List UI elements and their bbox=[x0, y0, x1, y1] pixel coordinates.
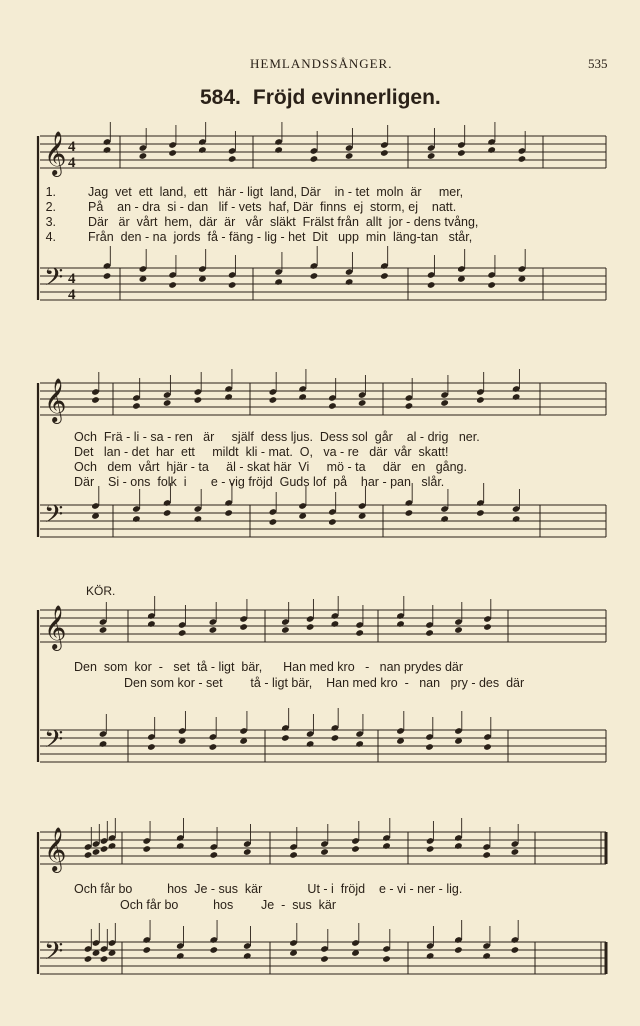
notehead bbox=[194, 396, 203, 404]
notehead bbox=[320, 955, 329, 963]
notehead bbox=[396, 620, 405, 628]
notehead bbox=[306, 623, 315, 631]
notehead bbox=[426, 845, 435, 853]
time-signature-numerator: 4 bbox=[68, 139, 76, 155]
notehead bbox=[306, 740, 315, 748]
notehead bbox=[405, 402, 414, 410]
notehead bbox=[84, 851, 93, 859]
treble-clef-icon: 𝄞 bbox=[44, 605, 67, 649]
notehead bbox=[99, 626, 108, 634]
notehead bbox=[328, 518, 337, 526]
notehead bbox=[198, 146, 207, 154]
notehead bbox=[209, 851, 218, 859]
notehead bbox=[142, 946, 151, 954]
notehead bbox=[228, 281, 237, 289]
notehead bbox=[132, 402, 141, 410]
notehead bbox=[512, 515, 521, 523]
notehead bbox=[139, 152, 148, 160]
notehead bbox=[298, 393, 307, 401]
notehead bbox=[476, 396, 485, 404]
bass-clef-icon: 𝄢 bbox=[44, 937, 64, 972]
notehead bbox=[274, 146, 283, 154]
notehead bbox=[331, 734, 340, 742]
notehead bbox=[243, 952, 252, 960]
notehead bbox=[511, 848, 520, 856]
notehead bbox=[483, 743, 492, 751]
notehead bbox=[281, 734, 290, 742]
notehead bbox=[427, 152, 436, 160]
bass-clef-icon: 𝄢 bbox=[44, 725, 64, 760]
notehead bbox=[310, 272, 319, 280]
notehead bbox=[483, 623, 492, 631]
notehead bbox=[440, 515, 449, 523]
treble-clef-icon: 𝄞 bbox=[44, 378, 67, 422]
notehead bbox=[440, 399, 449, 407]
notehead bbox=[425, 743, 434, 751]
verse-3-line-2: Och dem vårt hjär - ta äl - skat här Vi mö - ta där en gång. bbox=[74, 460, 467, 474]
notehead bbox=[269, 518, 278, 526]
notehead bbox=[426, 952, 435, 960]
notehead bbox=[328, 402, 337, 410]
notehead bbox=[224, 393, 233, 401]
verse-number: 3. bbox=[45, 215, 56, 229]
notehead bbox=[99, 740, 108, 748]
notehead bbox=[320, 848, 329, 856]
verse-number: 1. bbox=[45, 185, 56, 199]
notehead bbox=[310, 155, 319, 163]
notehead bbox=[512, 393, 521, 401]
notehead bbox=[482, 952, 491, 960]
verse-4-line-1: Från den - na jords få - fäng - lig - het Dit upp min läng-tan står, bbox=[88, 230, 473, 244]
page-number: 535 bbox=[588, 56, 608, 71]
notehead bbox=[103, 272, 112, 280]
notehead bbox=[351, 845, 360, 853]
verse-4-line-2: Där Si - ons folk i e - vig fröjd Guds lof på har - pan slår. bbox=[74, 475, 445, 489]
notehead bbox=[224, 509, 233, 517]
notehead bbox=[345, 278, 354, 286]
notehead bbox=[100, 955, 109, 963]
notehead bbox=[454, 842, 463, 850]
notehead bbox=[380, 272, 389, 280]
notehead bbox=[269, 396, 278, 404]
notehead bbox=[243, 848, 252, 856]
treble-clef-icon: 𝄞 bbox=[44, 131, 67, 175]
treble-clef-icon: 𝄞 bbox=[44, 827, 67, 871]
notehead bbox=[382, 955, 391, 963]
notehead bbox=[163, 509, 172, 517]
notehead bbox=[103, 146, 112, 154]
notehead bbox=[108, 842, 117, 850]
notehead bbox=[209, 743, 218, 751]
notehead bbox=[228, 155, 237, 163]
notehead bbox=[91, 396, 100, 404]
notehead bbox=[405, 509, 414, 517]
notehead bbox=[482, 851, 491, 859]
notehead bbox=[345, 152, 354, 160]
chorus-line-2-upper: Och får bo hos Je - sus kär Ut - i fröjd e - vi - ner - lig. bbox=[74, 882, 463, 896]
verse-1-line-2: Och Frä - li - sa - ren är själf dess ljus. Dess sol går al - drig ner. bbox=[74, 430, 480, 444]
notehead bbox=[454, 946, 463, 954]
notehead bbox=[476, 509, 485, 517]
notehead bbox=[168, 149, 177, 157]
notehead bbox=[168, 281, 177, 289]
notehead bbox=[331, 620, 340, 628]
bass-clef-icon: 𝄢 bbox=[44, 500, 64, 535]
notehead bbox=[355, 629, 364, 637]
notehead bbox=[147, 743, 156, 751]
hymn-number: 584. bbox=[200, 86, 241, 109]
notehead bbox=[239, 623, 248, 631]
verse-3-line-1: Där är vårt hem, där är vår släkt Frälst från allt jor - dens tvång, bbox=[88, 215, 479, 229]
notehead bbox=[142, 845, 151, 853]
time-signature-denominator: 4 bbox=[68, 155, 76, 171]
chorus-line-1-lower: Den som kor - set tå - ligt bär, Han med kro - nan pry - des där bbox=[124, 676, 525, 690]
notehead bbox=[281, 626, 290, 634]
notehead bbox=[176, 952, 185, 960]
notehead bbox=[355, 740, 364, 748]
chorus-label: KÖR. bbox=[86, 584, 116, 598]
notehead bbox=[92, 848, 101, 856]
notehead bbox=[427, 281, 436, 289]
notehead bbox=[380, 149, 389, 157]
notehead bbox=[274, 278, 283, 286]
verse-2-line-1: På an - dra si - dan lif - vets haf, Där finns ej storm, ej natt. bbox=[88, 200, 457, 214]
verse-2-line-2: Det lan - det har ett mildt kli - mat. O, va - re där vår skatt! bbox=[74, 445, 449, 459]
notehead bbox=[425, 629, 434, 637]
notehead bbox=[518, 155, 527, 163]
bass-clef-icon: 𝄢 bbox=[44, 263, 64, 298]
notehead bbox=[176, 842, 185, 850]
running-head: HEMLANDSSÅNGER. bbox=[250, 56, 393, 71]
notehead bbox=[132, 515, 141, 523]
chorus-line-2-lower: Och får bo hos Je - sus kär bbox=[120, 898, 337, 912]
verse-1-line-1: Jag vet ett land, ett här - ligt land, Där in - tet moln är mer, bbox=[88, 185, 464, 199]
notehead bbox=[100, 845, 109, 853]
notehead bbox=[84, 955, 93, 963]
notehead bbox=[511, 946, 520, 954]
notehead bbox=[382, 842, 391, 850]
notehead bbox=[209, 946, 218, 954]
notehead bbox=[487, 281, 496, 289]
hymn-title-text: Fröjd evinnerligen. bbox=[252, 86, 441, 109]
notehead bbox=[147, 620, 156, 628]
notehead bbox=[194, 515, 203, 523]
time-signature-numerator: 4 bbox=[68, 271, 76, 287]
time-signature-denominator: 4 bbox=[68, 287, 76, 303]
notehead bbox=[454, 626, 463, 634]
verse-number: 2. bbox=[45, 200, 56, 214]
notehead bbox=[209, 626, 218, 634]
notehead bbox=[163, 399, 172, 407]
chorus-line-1-upper: Den som kor - set tå - ligt bär, Han med kro - nan prydes där bbox=[74, 660, 464, 674]
verse-number: 4. bbox=[45, 230, 56, 244]
notehead bbox=[487, 146, 496, 154]
notehead bbox=[457, 149, 466, 157]
notehead bbox=[289, 851, 298, 859]
notehead bbox=[178, 629, 187, 637]
notehead bbox=[358, 399, 367, 407]
